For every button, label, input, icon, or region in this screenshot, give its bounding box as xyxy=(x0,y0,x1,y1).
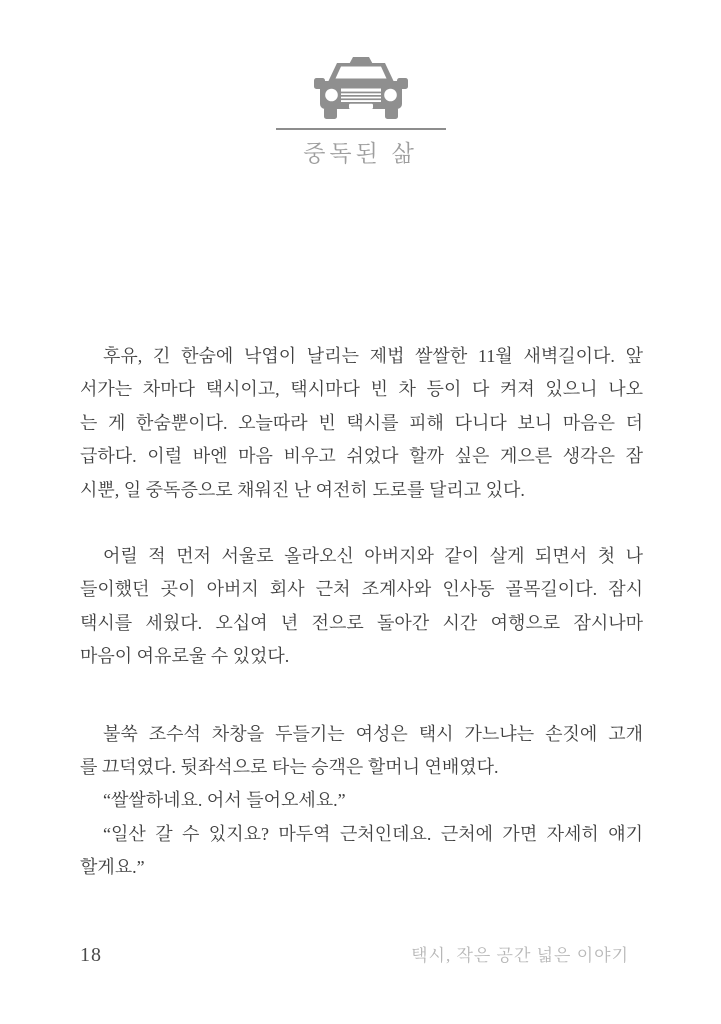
paragraph xyxy=(80,340,643,507)
text-line: 들이했던 곳이 아버지 회사 근처 조계사와 인사동 골목길이다. 잠시 xyxy=(80,579,643,600)
text-line: 택시를 세웠다. 오십여 년 전으로 돌아간 시간 여행으로 잠시나마 xyxy=(80,612,643,633)
text-line: “일산 갈 수 있지요? 마두역 근처인데요. 근처에 가면 자세히 얘기 xyxy=(103,823,643,844)
text-line: 어릴 적 먼저 서울로 올라오신 아버지와 같이 살게 되면서 첫 나 xyxy=(103,546,643,567)
chapter-divider xyxy=(276,128,446,130)
text-line: 마음이 여유로울 수 있었다. xyxy=(80,646,290,667)
text-line: 할게요.” xyxy=(80,857,145,878)
text-line: 불쑥 조수석 차창을 두들기는 여성은 택시 가느냐는 손짓에 고개 xyxy=(103,723,643,744)
text-line: 후유, 긴 한숨에 낙엽이 날리는 제법 쌀쌀한 11월 새벽길이다. 앞 xyxy=(103,346,643,366)
dialogue-paragraph xyxy=(80,784,643,817)
text-line: 서가는 차마다 택시이고, 택시마다 빈 차 등이 다 켜져 있으니 나오 xyxy=(80,379,643,400)
paragraph xyxy=(80,718,643,785)
text-line: 는 게 한숨뿐이다. 오늘따라 빈 택시를 피해 다니다 보니 마음은 더 xyxy=(80,412,643,433)
paragraph xyxy=(80,540,643,674)
dialogue-paragraph xyxy=(80,818,643,885)
text-line: 급하다. 이럴 바엔 마음 비우고 쉬었다 할까 싶은 게으른 생각은 잠 xyxy=(80,446,643,467)
page-footer xyxy=(80,941,641,967)
text-line: 를 끄덕였다. 뒷좌석으로 타는 승객은 할머니 연배였다. xyxy=(80,757,499,778)
page-number: 18 xyxy=(80,944,102,966)
text-line: “쌀쌀하네요. 어서 들어오세요.” xyxy=(103,790,346,811)
book-title: 택시, 작은 공간 넓은 이야기 xyxy=(411,946,629,965)
text-line: 시뿐, 일 중독증으로 채워진 난 여전히 도로를 달리고 있다. xyxy=(80,479,525,500)
chapter-header xyxy=(0,57,721,171)
chapter-title: 중독된 삶 xyxy=(303,141,418,166)
body-text xyxy=(80,340,643,885)
taxi-front-icon xyxy=(310,57,412,119)
